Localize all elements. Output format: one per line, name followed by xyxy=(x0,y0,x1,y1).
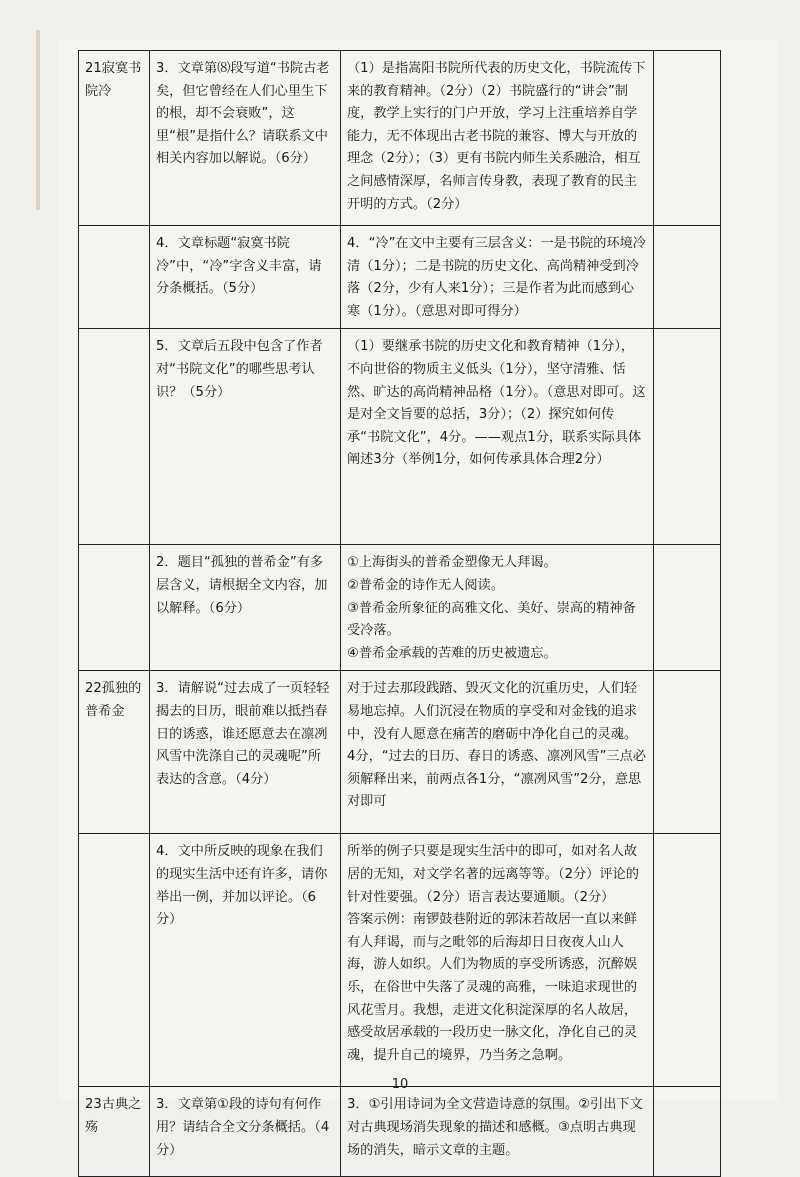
answer-paragraph: ①上海街头的普希金塑像无人拜谒。 xyxy=(347,555,557,571)
answer-paragraph: ④普希金承载的苦难的历史被遗忘。 xyxy=(347,645,557,661)
answer-paragraph: （1）要继承书院的历史文化和教育精神（1分），不向世俗的物质主义低头（1分），坚守清雅、恬然、旷达的高尚精神品格（1分）。（意思对即可。这是对全文旨要的总括，3分）；（2）探究如何传承“书院文化”，4分。——观点1分，联系实际具体阐述3分（举例1分，如何传承具体合理2分） xyxy=(347,339,646,468)
answer-paragraph: 对于过去那段践踏、毁灭文化的沉重历史，人们轻易地忘掉。人们沉浸在物质的享受和对金钱的追求中，没有人愿意在痛苦的磨砺中净化自己的灵魂。 xyxy=(347,681,638,742)
question-text: 3．文章第⑻段写道“书院古老矣，但它曾经在人们心里生下的根，却不会衰败”，这里“根”是指什么？请联系文中相关内容加以解说。（6分） xyxy=(156,61,330,167)
question-text: 2．题目“孤独的普希金”有多层含义，请根据全文内容，加以解释。（6分） xyxy=(156,555,328,616)
notes-cell xyxy=(654,545,721,671)
table-row xyxy=(79,671,721,834)
article-title-cell xyxy=(79,329,150,545)
answer-paragraph: 4分，“过去的日历、春日的诱惑、凛冽风雪”三点必须解释出来，前两点各1分，“凛冽风雪”2分，意思对即可 xyxy=(347,749,646,810)
answer-cell xyxy=(341,329,654,545)
question-text: 3．文章第①段的诗句有何作用？请结合全文分条概括。（4分） xyxy=(156,1097,330,1158)
answer-cell xyxy=(341,545,654,671)
question-text: 4．文章标题“寂寞书院冷”中，“冷”字含义丰富，请分条概括。（5分） xyxy=(156,236,322,297)
answer-key-table xyxy=(78,50,721,1177)
article-title-cell: 23古典之殇 xyxy=(79,1087,150,1177)
answer-cell xyxy=(341,834,654,1087)
notes-cell xyxy=(654,671,721,834)
question-cell xyxy=(150,834,341,1087)
question-cell xyxy=(150,226,341,329)
answer-paragraph: ③普希金所象征的高雅文化、美好、崇高的精神备受冷落。 xyxy=(347,600,636,639)
article-title-cell: 21寂寞书院冷 xyxy=(79,51,150,226)
question-text: 5．文章后五段中包含了作者对“书院文化”的哪些思考认识？（5分） xyxy=(156,339,323,400)
answer-cell xyxy=(341,226,654,329)
answer-paragraph: 所举的例子只要是现实生活中的即可，如对名人故居的无知，对文学名著的远离等等。（2分）评论的针对性要强。（2分）语言表达要通顺。（2分） xyxy=(347,844,639,905)
article-title-cell xyxy=(79,545,150,671)
question-cell xyxy=(150,545,341,671)
question-text: 3．请解说“过去成了一页轻轻揭去的日历，眼前难以抵挡春日的诱惑，谁还愿意去在凛冽风雪中洗涤自己的灵魂呢”所表达的含意。（4分） xyxy=(156,681,330,787)
article-title-cell xyxy=(79,226,150,329)
answer-paragraph: 答案示例：南锣鼓巷附近的郭沫若故居一直以来鲜有人拜谒，而与之毗邻的后海却日日夜夜人山人海，游人如织。人们为物质的享受所诱惑，沉醉娱乐，在俗世中失落了灵魂的高雅，一味追求现世的风花雪月。我想，走进文化积淀深厚的名人故居，感受故居承载的一段历史一脉文化，净化自己的灵魂，提升自己的境界，乃当务之急啊。 xyxy=(347,912,638,1063)
question-cell xyxy=(150,671,341,834)
notes-cell xyxy=(654,834,721,1087)
answer-paragraph: ②普希金的诗作无人阅读。 xyxy=(347,577,504,593)
table-row xyxy=(79,51,721,226)
notes-cell xyxy=(654,51,721,226)
question-text: 4．文中所反映的现象在我们的现实生活中还有许多，请你举出一例，并加以评论。（6分） xyxy=(156,844,328,928)
answer-cell xyxy=(341,671,654,834)
article-title-cell: 22孤独的普希金 xyxy=(79,671,150,834)
table-row xyxy=(79,226,721,329)
notes-cell xyxy=(654,226,721,329)
answer-paragraph: （1）是指嵩阳书院所代表的历史文化，书院流传下来的教育精神。（2分）（2）书院盛行的“讲会”制度，教学上实行的门户开放，学习上注重培养自学能力，无不体现出古老书院的兼容、博大与开放的理念（2分）；（3）更有书院内师生关系融洽，相互之间感情深厚，名师言传身教，表现了教育的民主开明的方式。（2分） xyxy=(347,61,646,212)
notes-cell xyxy=(654,329,721,545)
answer-cell xyxy=(341,51,654,226)
article-title-cell xyxy=(79,834,150,1087)
table-row xyxy=(79,545,721,671)
binding-edge xyxy=(36,30,40,210)
question-cell xyxy=(150,329,341,545)
answer-paragraph: 4．“冷”在文中主要有三层含义：一是书院的环境冷清（1分）；二是书院的历史文化、高尚精神受到冷落（2分，少有人来1分）；三是作者为此而感到心寒（1分）。（意思对即可得分） xyxy=(347,236,646,319)
table-row xyxy=(79,834,721,1087)
table-row xyxy=(79,329,721,545)
answer-paragraph: 3．①引用诗词为全文营造诗意的氛围。②引出下文对古典现场消失现象的描述和感概。③点明古典现场的消失，暗示文章的主题。 xyxy=(347,1097,643,1158)
question-cell xyxy=(150,51,341,226)
page-number: 10 xyxy=(391,1077,409,1092)
